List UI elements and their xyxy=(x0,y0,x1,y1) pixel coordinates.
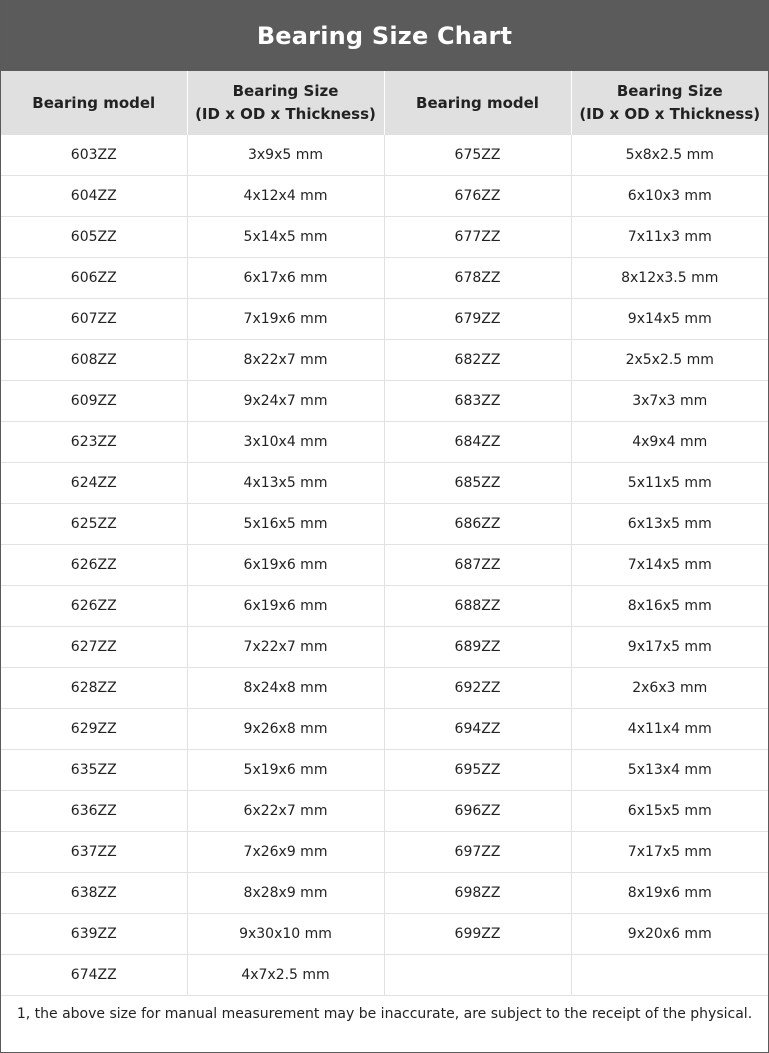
right-model-cell: 679ZZ xyxy=(384,299,571,340)
left-size-cell: 6x22x7 mm xyxy=(187,791,384,832)
left-size-cell: 3x9x5 mm xyxy=(187,135,384,176)
right-size-cell: 8x16x5 mm xyxy=(571,586,768,627)
right-size-cell: 5x8x2.5 mm xyxy=(571,135,768,176)
left-model-cell: 624ZZ xyxy=(1,463,187,504)
table-row xyxy=(1,504,768,545)
table-row xyxy=(1,176,768,217)
table-row xyxy=(1,955,768,996)
right-size-cell: 2x5x2.5 mm xyxy=(571,340,768,381)
table-row xyxy=(1,135,768,176)
right-model-cell: 692ZZ xyxy=(384,668,571,709)
left-size-cell: 3x10x4 mm xyxy=(187,422,384,463)
header-size-line1-left: Bearing Size xyxy=(232,82,339,100)
right-size-cell: 9x14x5 mm xyxy=(571,299,768,340)
left-model-cell: 636ZZ xyxy=(1,791,187,832)
left-model-cell: 604ZZ xyxy=(1,176,187,217)
right-size-cell: 7x14x5 mm xyxy=(571,545,768,586)
header-bearing-size-right xyxy=(571,71,768,135)
right-model-cell: 696ZZ xyxy=(384,791,571,832)
left-model-cell: 627ZZ xyxy=(1,627,187,668)
table-row xyxy=(1,299,768,340)
left-size-cell: 6x19x6 mm xyxy=(187,545,384,586)
right-model-cell: 678ZZ xyxy=(384,258,571,299)
left-size-cell: 7x26x9 mm xyxy=(187,832,384,873)
right-model-cell xyxy=(384,955,571,996)
table-row xyxy=(1,709,768,750)
left-size-cell: 8x24x8 mm xyxy=(187,668,384,709)
right-model-cell: 684ZZ xyxy=(384,422,571,463)
header-size-line1-right: Bearing Size xyxy=(616,82,723,100)
left-model-cell: 603ZZ xyxy=(70,147,117,163)
header-size-line2-left: (ID x OD x Thickness) xyxy=(195,105,376,123)
right-model-cell: 686ZZ xyxy=(384,504,571,545)
table-row xyxy=(1,586,768,627)
right-model-cell: 687ZZ xyxy=(384,545,571,586)
right-model-cell: 689ZZ xyxy=(384,627,571,668)
table-row xyxy=(1,914,768,955)
right-model-cell: 698ZZ xyxy=(384,873,571,914)
right-model-cell: 683ZZ xyxy=(384,381,571,422)
right-model-cell: 694ZZ xyxy=(384,709,571,750)
left-size-cell: 4x7x2.5 mm xyxy=(187,955,384,996)
right-size-cell: 3x7x3 mm xyxy=(571,381,768,422)
left-model-cell: 639ZZ xyxy=(1,914,187,955)
left-size-cell: 6x17x6 mm xyxy=(187,258,384,299)
table-row xyxy=(1,258,768,299)
left-model-cell: 628ZZ xyxy=(1,668,187,709)
right-size-cell xyxy=(571,955,768,996)
right-model-cell: 699ZZ xyxy=(384,914,571,955)
table-row xyxy=(1,873,768,914)
left-model-cell: 623ZZ xyxy=(1,422,187,463)
right-size-cell: 5x11x5 mm xyxy=(571,463,768,504)
table-row xyxy=(1,750,768,791)
right-size-cell: 8x19x6 mm xyxy=(571,873,768,914)
table-row xyxy=(1,545,768,586)
left-size-cell: 7x22x7 mm xyxy=(187,627,384,668)
left-size-cell: 9x26x8 mm xyxy=(187,709,384,750)
table-row xyxy=(1,791,768,832)
right-size-cell: 5x13x4 mm xyxy=(571,750,768,791)
left-model-cell: 638ZZ xyxy=(1,873,187,914)
table-row xyxy=(1,340,768,381)
right-size-cell: 9x20x6 mm xyxy=(571,914,768,955)
right-model-cell: 697ZZ xyxy=(384,832,571,873)
left-model-cell: 626ZZ xyxy=(1,545,187,586)
chart-title: Bearing Size Chart xyxy=(1,1,768,71)
left-size-cell: 9x24x7 mm xyxy=(187,381,384,422)
footnote: 1, the above size for manual measurement may be inaccurate, are subject to the receipt of the physical. xyxy=(16,1006,753,1022)
table-row xyxy=(1,463,768,504)
left-model-cell: 674ZZ xyxy=(1,955,187,996)
left-size-cell: 7x19x6 mm xyxy=(187,299,384,340)
table-row xyxy=(1,381,768,422)
left-model-cell: 626ZZ xyxy=(1,586,187,627)
right-size-cell: 2x6x3 mm xyxy=(571,668,768,709)
left-model-cell: 609ZZ xyxy=(1,381,187,422)
right-model-cell: 682ZZ xyxy=(384,340,571,381)
left-model-cell: 608ZZ xyxy=(1,340,187,381)
table-row xyxy=(1,668,768,709)
left-size-cell: 4x12x4 mm xyxy=(187,176,384,217)
right-model-cell: 688ZZ xyxy=(384,586,571,627)
table-row xyxy=(1,627,768,668)
bearing-table xyxy=(1,71,768,996)
left-size-cell: 5x14x5 mm xyxy=(187,217,384,258)
right-size-cell: 6x13x5 mm xyxy=(571,504,768,545)
table-row xyxy=(1,422,768,463)
table-row xyxy=(1,832,768,873)
left-model-cell: 605ZZ xyxy=(1,217,187,258)
left-size-cell: 8x22x7 mm xyxy=(187,340,384,381)
header-bearing-model-left: Bearing model xyxy=(1,71,187,135)
header-row xyxy=(1,71,768,135)
right-size-cell: 6x15x5 mm xyxy=(571,791,768,832)
left-size-cell: 5x16x5 mm xyxy=(187,504,384,545)
right-model-cell: 676ZZ xyxy=(384,176,571,217)
left-model-cell: 606ZZ xyxy=(1,258,187,299)
left-model-cell: 629ZZ xyxy=(1,709,187,750)
table-header xyxy=(1,71,768,135)
right-size-cell: 6x10x3 mm xyxy=(571,176,768,217)
left-size-cell: 6x19x6 mm xyxy=(187,586,384,627)
left-size-cell: 5x19x6 mm xyxy=(187,750,384,791)
right-model-cell: 695ZZ xyxy=(384,750,571,791)
left-size-cell: 8x28x9 mm xyxy=(187,873,384,914)
header-bearing-model-right: Bearing model xyxy=(384,71,571,135)
left-size-cell: 4x13x5 mm xyxy=(187,463,384,504)
right-size-cell: 8x12x3.5 mm xyxy=(571,258,768,299)
right-size-cell: 7x17x5 mm xyxy=(571,832,768,873)
left-model-cell: 625ZZ xyxy=(1,504,187,545)
left-model-cell: 607ZZ xyxy=(1,299,187,340)
right-model-cell: 677ZZ xyxy=(384,217,571,258)
left-model-cell: 637ZZ xyxy=(1,832,187,873)
right-size-cell: 4x11x4 mm xyxy=(571,709,768,750)
table-row xyxy=(1,217,768,258)
right-size-cell: 7x11x3 mm xyxy=(571,217,768,258)
right-size-cell: 9x17x5 mm xyxy=(571,627,768,668)
table-body xyxy=(1,135,768,996)
left-model-cell: 635ZZ xyxy=(1,750,187,791)
right-size-cell: 4x9x4 mm xyxy=(571,422,768,463)
header-bearing-size-left xyxy=(187,71,384,135)
header-size-line2-right: (ID x OD x Thickness) xyxy=(579,105,761,123)
left-size-cell: 9x30x10 mm xyxy=(187,914,384,955)
right-model-cell: 685ZZ xyxy=(384,463,571,504)
right-model-cell: 675ZZ xyxy=(384,135,571,176)
